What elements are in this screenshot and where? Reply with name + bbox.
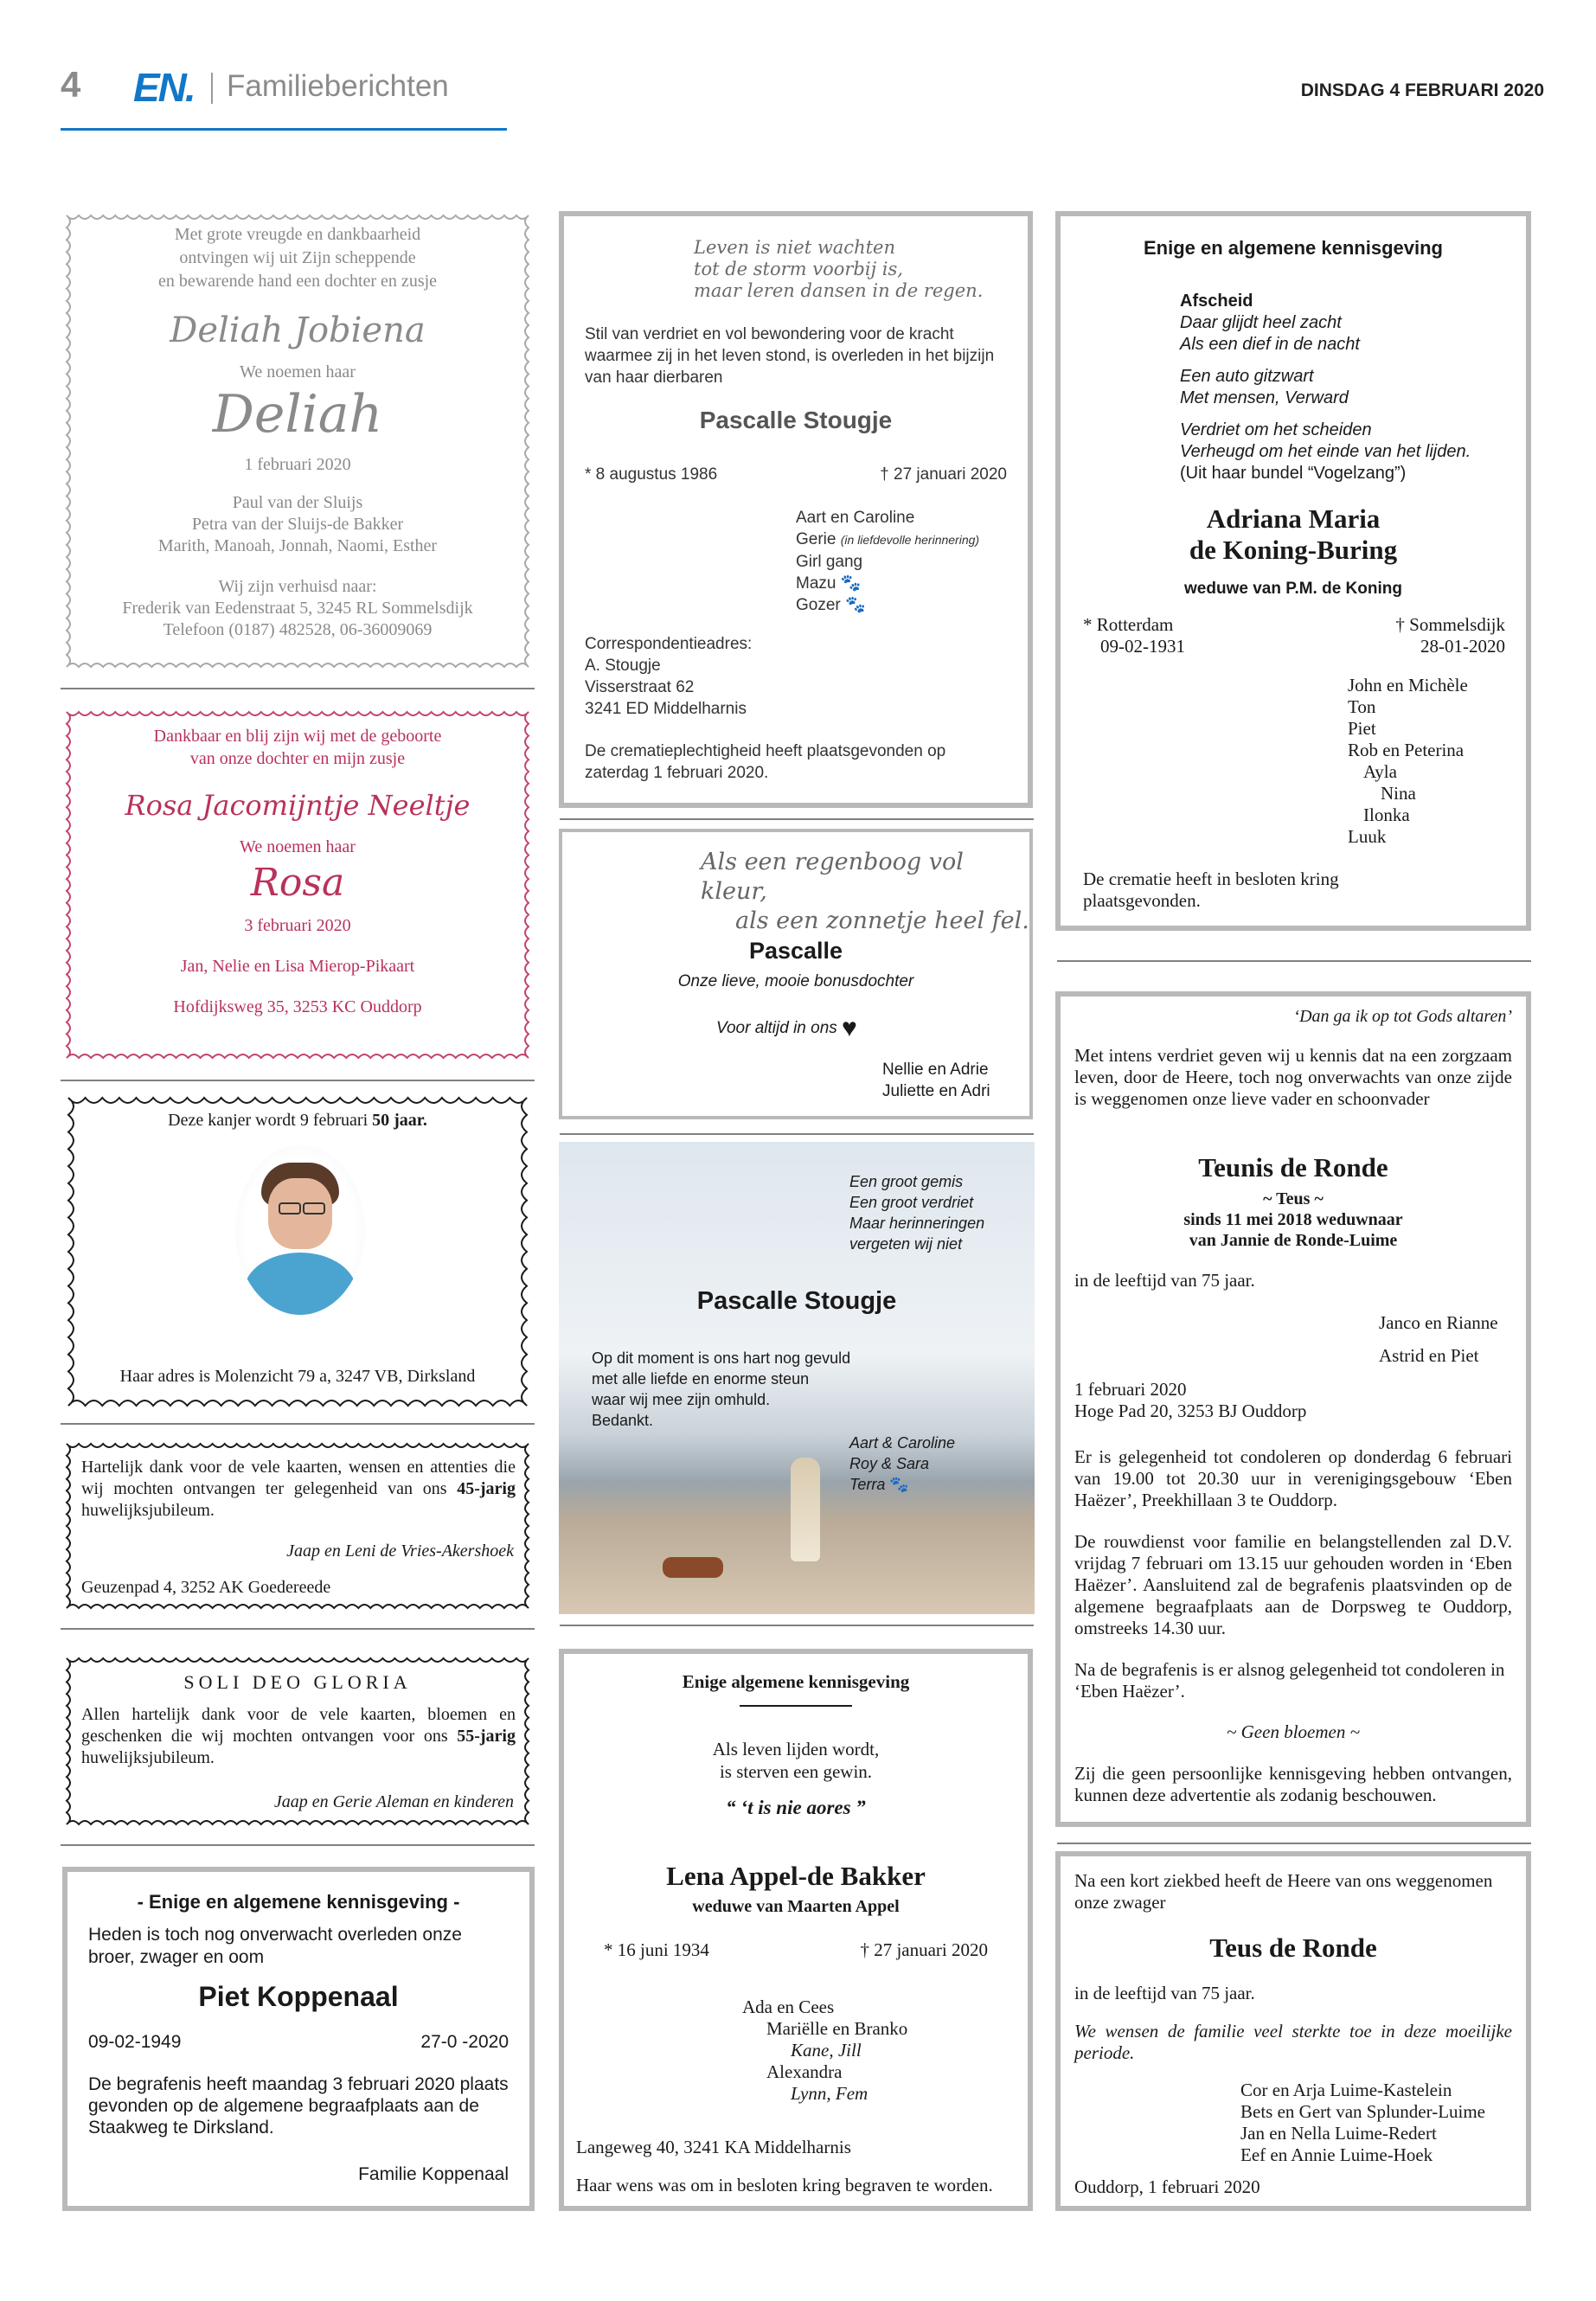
address: Hoge Pad 20, 3253 BJ Ouddorp [1074,1400,1307,1421]
obituary-de-koning [1055,211,1531,931]
dog-figure [663,1557,723,1578]
poem-line: Daar glijdt heel zacht [1180,313,1342,332]
deceased-name: Lena Appel-de Bakker [666,1861,926,1891]
poem-line: Leven is niet wachten [694,237,895,258]
paw-icon: 🐾 [840,574,862,593]
thanks-text: Hartelijk dank voor de vele kaarten, wensen en attenties die wij mochten ontvangen ter gelegenheid van ons [81,1458,516,1498]
section-title: Familieberichten [227,69,449,103]
signed-line: Aart & Caroline [849,1434,956,1452]
widower-since: sinds 11 mei 2018 weduwnaar [1183,1210,1403,1229]
family-line: Paul van der Sluijs [232,493,363,512]
family-line: Eef en Annie Luime-Hoek [1240,2144,1433,2165]
address: Haar adres is Molenzicht 79 a, 3247 VB, Dirksland [119,1367,476,1386]
address: Langeweg 40, 3241 KA Middelharnis [576,2137,851,2157]
moved-address: Frederik van Eedenstraat 5, 3245 RL Sommelsdijk [122,599,473,618]
family-note: (in liefdevolle herinnering) [840,533,980,547]
verse-line: Als leven lijden wordt, [712,1739,880,1759]
poem-line: Met mensen, Verward [1180,388,1349,407]
spouse: van Jannie de Ronde-Luime [1189,1231,1398,1250]
deceased-surname: de Koning-Buring [1189,535,1398,565]
moved-title: Wij zijn verhuisd naar: [218,577,377,596]
nickname: ~ Teus ~ [1263,1189,1324,1208]
date: 1 februari 2020 [1074,1379,1187,1400]
thanks-text: Allen hartelijk dank voor de vele kaarten, bloemen en geschenken die wij mochten ontvangen voor ons [81,1705,516,1746]
thanks-line: Bedankt. [592,1412,654,1429]
widow-of: weduwe van Maarten Appel [692,1897,900,1916]
birthday-announcement [62,1092,533,1412]
we-noemen-haar: We noemen haar [240,837,356,856]
header-underline [61,128,507,131]
birth-date: 09-02-1949 [88,2032,182,2052]
signed: Jaap en Gerie Aleman en kinderen [273,1792,514,1811]
family-line: Mazu [796,574,836,593]
woman-figure [791,1458,820,1561]
divider [1057,1843,1531,1844]
phone: Telefoon (0187) 482528, 06-36009069 [163,620,433,639]
birth-date: * 16 juni 1934 [604,1939,709,1960]
obituary-teunis-de-ronde [1055,991,1531,1827]
poem-line: Verdriet om het scheiden [1180,420,1372,439]
family-line: Ayla [1363,761,1397,782]
corr-label: Correspondentieadres: [585,635,753,653]
deceased-name: Teus de Ronde [1209,1932,1377,1963]
poem-line: maar leren dansen in de regen. [694,280,984,301]
cremation-info: De crematieplechtigheid heeft plaatsgevonden op zaterdag 1 februari 2020. [585,742,946,782]
family-line: Cor en Arja Luime-Kastelein [1240,2080,1452,2100]
birth-date: 1 februari 2020 [244,455,351,474]
birth-announcement-rosa [62,708,533,1062]
family-line: Gerie [796,530,836,548]
burial-note: Haar wens was om in besloten kring begraven te worden. [576,2175,993,2195]
divider [61,1844,535,1846]
newspaper-logo: EN. [133,65,195,110]
forever-text: Voor altijd in ons [716,1019,837,1038]
notice-note: Zij die geen persoonlijke kennisgeving hebben ontvangen, kunnen deze advertentie als zodanig beschouwen. [1074,1763,1512,1805]
paw-icon: 🐾 [889,1476,909,1493]
thanks-line: Op dit moment is ons hart nog gevuld [592,1349,851,1367]
age: in de leeftijd van 75 jaar. [1074,1270,1255,1291]
age: in de leeftijd van 75 jaar. [1074,1983,1255,2003]
birth-date: 3 februari 2020 [244,916,351,935]
poem-line: Een auto gitzwart [1180,367,1314,386]
motto: ‘Dan ga ik op tot Gods altaren’ [1293,1007,1512,1026]
paw-icon: 🐾 [845,596,866,614]
poem-title: Afscheid [1180,292,1253,311]
intro-line: en bewarende hand een dochter en zusje [157,272,438,291]
family-line: Ilonka [1363,804,1410,825]
child-full-name: Rosa Jacomijntje Neeltje [125,789,471,822]
poem-line: tot de storm voorbij is, [694,259,903,279]
thanks-text-end: huwelijksjubileum. [81,1748,215,1767]
family-line: Luuk [1348,826,1387,847]
deceased-name: Pascalle Stougje [699,407,893,433]
birth-place: * Rotterdam [1083,614,1174,635]
family-line: Ton [1348,696,1376,717]
jubilee-years: 55-jarig [457,1727,516,1746]
scalloped-border [62,708,533,1062]
intro-line: ontvingen wij uit Zijn scheppende [179,248,416,267]
no-flowers: ~ Geen bloemen ~ [1227,1721,1360,1742]
corr-line: 3241 ED Middelharnis [585,700,747,718]
notice-heading: Enige en algemene kennisgeving [1144,237,1443,259]
poem-line: Een groot verdriet [849,1194,974,1211]
child-nickname: Rosa [250,861,345,905]
widow-of: weduwe van P.M. de Koning [1184,580,1402,598]
thanks-line: waar wij mee zijn omhuld. [592,1391,771,1408]
child-nickname: Deliah [212,384,383,445]
divider [560,818,1034,820]
memorial-pascalle [559,829,1033,1119]
family-line: Rob en Peterina [1348,740,1465,760]
thanks-55-jubilee [62,1654,533,1829]
notice-heading: - Enige en algemene kennisgeving - [137,1891,460,1913]
death-date: 27-0 -2020 [420,2032,509,2052]
thanks-line: met alle liefde en enorme steun [592,1370,810,1388]
service-info: De rouwdienst voor familie en belangstellenden zal D.V. vrijdag 7 februari om 13.15 uur gehouden worden in ‘Eben Haëzer’. Aansluitend zal de begrafenis plaatsvinden op de algemene begraafplaats aan de Dorpsweg te Ouddorp, omstreeks 14.30 uur. [1074,1531,1512,1638]
heart-icon: ♥ [842,1014,857,1042]
divider [61,1423,535,1425]
obituary-appel [559,1649,1033,2211]
thanks-text-end: huwelijksjubileum. [81,1501,215,1520]
jubilee-years: 45-jarig [457,1479,516,1498]
signed-line: Terra [849,1476,886,1493]
birth-date: 09-02-1931 [1100,636,1185,657]
divider [61,1080,535,1081]
quote: “ ‘t is nie aores ” [726,1797,866,1818]
family-line: Marith, Manoah, Jonnah, Naomi, Esther [157,536,438,555]
divider [560,1133,1034,1135]
after-burial-info: Na de begrafenis is er alsnog gelegenheid tot condoleren in ‘Eben Haëzer’. [1074,1659,1505,1702]
birthday-years: 50 jaar. [372,1111,427,1130]
corr-line: Visserstraat 62 [585,678,695,696]
divider [560,1625,1034,1626]
divider [1057,960,1531,962]
cremation-info: De crematie heeft in besloten kring plaatsgevonden. [1083,868,1339,911]
poem-line: Een groot gemis [849,1173,964,1190]
family-line: Nina [1381,783,1416,804]
family-line: Piet [1348,718,1376,739]
birthday-intro: Deze kanjer wordt 9 februari [168,1111,373,1130]
signed-line: Juliette en Adri [882,1082,990,1100]
poem-line: Als een regenboog vol kleur, [701,849,964,905]
issue-date: DINSDAG 4 FEBRUARI 2020 [1300,80,1544,100]
soli-deo-gloria: SOLI DEO GLORIA [183,1671,412,1693]
deceased-name: Teunis de Ronde [1198,1152,1388,1183]
verse-line: is sterven een gewin. [719,1761,873,1782]
birth-date: * 8 augustus 1986 [585,465,718,484]
family-line: Kane, Jill [791,2040,862,2061]
corr-line: A. Stougje [585,657,661,675]
divider [61,1628,535,1630]
thanks-45-jubilee [62,1439,533,1612]
family-line: Ada en Cees [742,1997,835,2017]
poem-line: Als een dief in de nacht [1180,335,1360,354]
family: Jan, Nelie en Lisa Mierop-Pikaart [180,957,415,976]
we-noemen-haar: We noemen haar [240,362,356,381]
deceased-name: Piet Koppenaal [198,1981,399,2012]
family-line: Janco en Rianne [1379,1312,1498,1333]
funeral-info: De begrafenis heeft maandag 3 februari 2020 plaats gevonden op de algemene begraafplaats aan de Staakweg te Dirksland. [88,2074,509,2138]
heading-rule [740,1705,852,1707]
address: Geuzenpad 4, 3252 AK Goedereede [81,1578,331,1597]
death-date: † 27 januari 2020 [860,1939,988,1960]
divider [61,688,535,689]
birth-announcement-deliah [62,211,533,671]
signed: Jaap en Leni de Vries-Akershoek [286,1541,514,1561]
family-line: Aart en Caroline [796,509,915,527]
signed-line: Nellie en Adrie [882,1061,989,1079]
intro-line: Dankbaar en blij zijn wij met de geboorte [153,727,442,746]
signed-line: Roy & Sara [849,1455,930,1472]
place-date: Ouddorp, 1 februari 2020 [1074,2176,1260,2197]
family-line: John en Michèle [1348,675,1468,695]
wish: We wensen de familie veel sterkte toe in deze moeilijke periode. [1074,2021,1512,2063]
obituary-koppenaal [62,1867,535,2211]
poem-line: als een zonnetje heel fel. [735,907,1029,934]
family-line: Astrid en Piet [1379,1345,1479,1366]
family-line: Gozer [796,596,841,614]
thanks-photo-pascalle [559,1142,1035,1614]
child-full-name: Deliah Jobiena [170,311,426,350]
family-line: Bets en Gert van Splunder-Luime [1240,2101,1486,2122]
scalloped-border [62,211,533,671]
name: Pascalle [748,938,843,964]
obituary-stougje [559,211,1033,808]
family-line: Mariëlle en Branko [766,2018,908,2039]
address: Hofdijksweg 35, 3253 KC Ouddorp [173,997,422,1016]
deceased-name: Adriana Maria [1206,503,1381,534]
death-date: 28-01-2020 [1420,636,1505,657]
family-line: Petra van der Sluijs-de Bakker [191,515,404,534]
notice-heading: Enige algemene kennisgeving [682,1671,910,1692]
intro-line: Met grote vreugde en dankbaarheid [174,225,421,244]
condolence-info: Er is gelegenheid tot condoleren op donderdag 6 februari van 19.00 tot 20.30 uur in verenigingsgebouw ‘Eben Haëzer’, Preekhillaan 3 te Ouddorp. [1074,1446,1512,1510]
intro-text: Stil van verdriet en vol bewondering voor de kracht waarmee zij in het leven stond, is overleden in het bijzijn van haar dierbaren [585,325,995,387]
intro-text: Na een kort ziekbed heeft de Heere van ons weggenomen onze zwager [1074,1870,1493,1913]
obituary-teus-de-ronde [1055,1851,1531,2211]
death-place: † Sommelsdijk [1395,614,1505,635]
signed: Familie Koppenaal [358,2164,509,2184]
death-date: † 27 januari 2020 [880,465,1007,484]
subtitle: Onze lieve, mooie bonusdochter [677,972,914,990]
family-line: Jan en Nella Luime-Redert [1240,2123,1437,2144]
poem-line: vergeten wij niet [849,1235,963,1253]
family-line: Alexandra [766,2061,843,2082]
intro-line: van onze dochter en mijn zusje [189,749,406,768]
page-number: 4 [61,64,81,105]
poem-source: (Uit haar bundel “Vogelzang”) [1180,464,1407,483]
name: Pascalle Stougje [696,1287,897,1315]
family-line: Girl gang [796,553,863,571]
intro-text: Heden is toch nog onverwacht overleden onze broer, zwager en oom [88,1925,462,1967]
portrait-photo [235,1145,365,1315]
intro-text: Met intens verdriet geven wij u kennis dat na een zorgzaam leven, door de Heere, toch nog onverwachts van onze zijde is weggenomen onze lieve vader en schoonvader [1074,1045,1512,1109]
family-line: Lynn, Fem [791,2083,869,2104]
logo-divider [211,73,213,104]
poem-line: Maar herinneringen [849,1215,985,1232]
poem-line: Verheugd om het einde van het lijden. [1180,442,1471,461]
